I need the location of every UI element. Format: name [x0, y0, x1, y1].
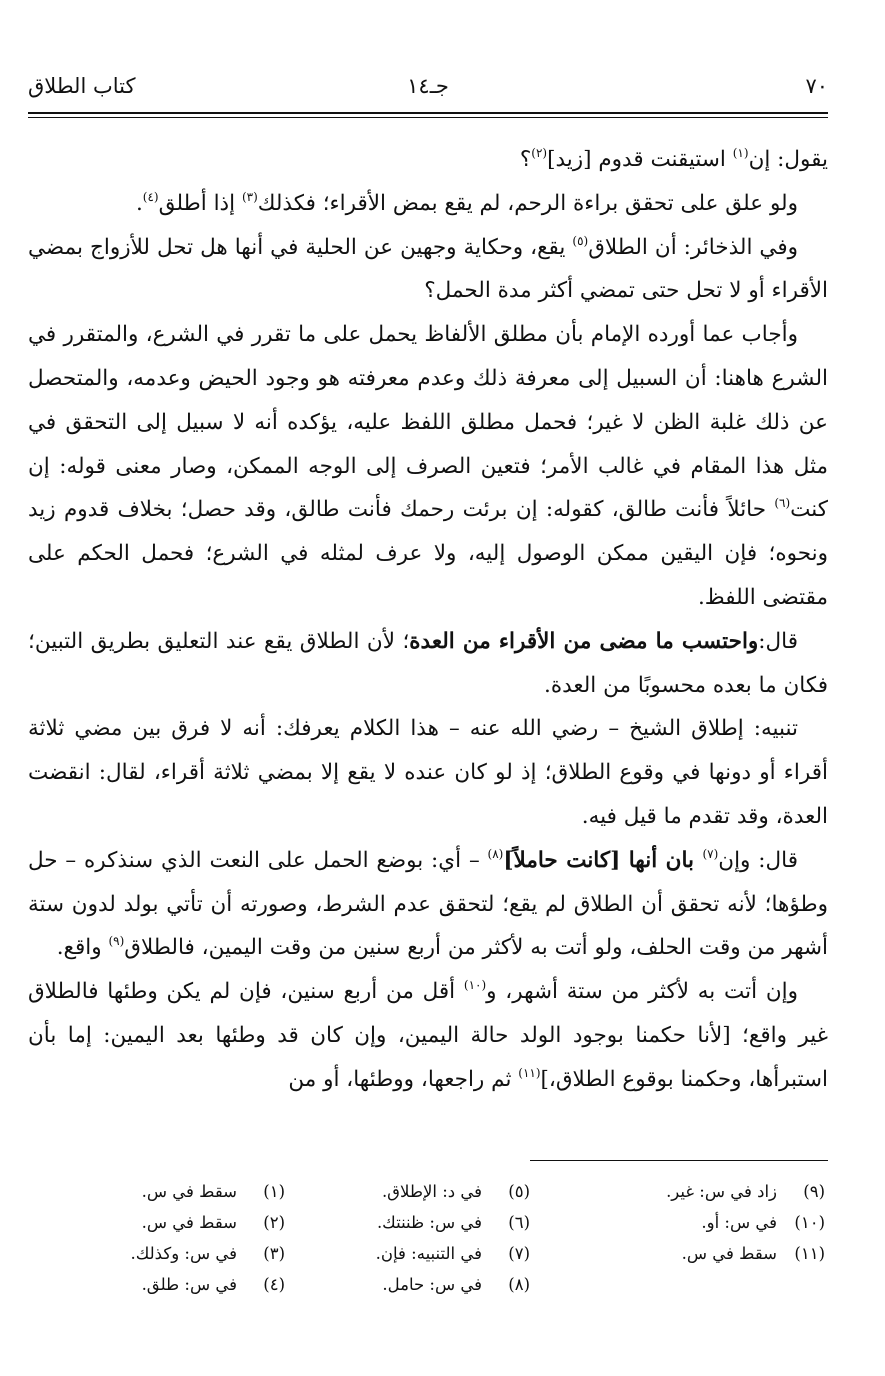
paragraph: وإن أتت به لأكثر من ستة أشهر، و$^{(١٠)}$ أقل من أربع سنين، فإن لم يكن وطئها فالطلاق غير واقع؛ [لأنا حكمنا بوجود الولد حالة اليمين، وإن كان قد وطئها بعد اليمين: إما بأن استبرأها، وحكمنا بوقوع الطلاق،]$^{(١١)}$ ثم راجعها، ووطئها، أو من: [28, 978, 828, 1092]
book-title: كتاب الطلاق: [28, 74, 136, 98]
footnote: (٩)زاد في س: غير.: [666, 1182, 825, 1201]
footnote: (٥)في د: الإطلاق.: [381, 1182, 530, 1201]
footnote-separator: [530, 1160, 828, 1161]
footnote: (٣)في س: وكذلك.: [130, 1244, 285, 1263]
footnotes-column-1: [65, 1176, 285, 1300]
footnotes-column-3: [645, 1176, 825, 1269]
footnote-ref: (٥): [572, 233, 589, 248]
header-rule-thick: [28, 112, 828, 114]
page-number: ٧٠: [805, 74, 828, 98]
paragraph: قال:واحتسب ما مضى من الأقراء من العدة؛ لأن الطلاق يقع عند التعليق بطريق التبين؛ فكان ما بعده محسوبًا من العدة.: [28, 628, 828, 698]
header-rule-thin: [28, 117, 828, 118]
footnote-ref: (٣): [241, 189, 258, 204]
footnote: (٨)في س: حامل.: [382, 1275, 530, 1294]
volume-label: جـ١٤: [407, 74, 449, 98]
main-text: [28, 138, 828, 1102]
footnote-ref: (١١): [518, 1065, 541, 1080]
footnote-ref: (٢): [531, 146, 548, 160]
paragraph: ولو علق على تحقق براءة الرحم، لم يقع بمض الأقراء؛ فكذلك$^{(٣)}$ إذا أطلق$^{(٤)}$.: [135, 189, 798, 216]
footnote-ref: (٩): [108, 934, 125, 949]
footnote-ref: (٦): [774, 496, 791, 511]
footnote: (٤)في س: طلق.: [141, 1275, 285, 1294]
paragraph: وفي الذخائر: أن الطلاق$^{(٥)}$ يقع، وحكاية وجهين عن الحلية في أنها هل تحل للأزواج بمضي الأقراء أو لا تحل حتى تمضي أكثر مدة الحمل؟: [28, 233, 828, 304]
footnote: (٦)في س: ظننتك.: [376, 1213, 530, 1232]
paragraph: قال: وإن$^{(٧)}$ بان أنها [كانت حاملاً]$^{(٨)}$ – أي: بوضع الحمل على النعت الذي سنذكره – حل وطؤها؛ لأنه تحقق أن الطلاق لم يقع؛ لتحقق عدم الشرط، وصورته أن تأتي بولد لدون ستة أشهر من وقت الحلف، ولو أتت به لأكثر من أربع سنين من وقت اليمين، فالطلاق$^{(٩)}$ واقع.: [28, 846, 828, 961]
footnote: (٢)سقط في س.: [141, 1213, 285, 1232]
footnotes-column-2: [310, 1176, 530, 1300]
paragraph: وأجاب عما أورده الإمام بأن مطلق الألفاظ يحمل على ما تقرر في الشرع، والمتقرر في الشرع هاهنا: أن السبيل إلى معرفة ذلك وعدم معرفته هو وجود الحيض وعدمه، والمتحصل عن ذلك غلبة الظن لا غير؛ فحمل مطلق اللفظ عليه، يؤكده أنه لا سبيل إلى التحقق في مثل هذا المقام في غالب الأمر؛ فتعين الصرف إلى الوجه الممكن، وصار معنى قوله: إن كنت$^{(٦)}$ حائلاً فأنت طالق، كقوله: إن برئت رحمك فأنت طالق، وقد حصل؛ بخلاف قدوم زيد ونحوه؛ فإن اليقين ممكن الوصول إليه، ولا عرف لمثله في الشرع؛ فحمل الحكم على مقتضى اللفظ.: [28, 322, 828, 610]
matn-text: واحتسب ما مضى من الأقراء من العدة: [409, 628, 759, 654]
footnote-ref: (١٠): [463, 978, 487, 993]
footnote: (١)سقط في س.: [141, 1182, 285, 1201]
footnote-ref: (٧): [702, 846, 719, 861]
page-header: [28, 74, 828, 108]
footnote: (٧)في التنبيه: فإن.: [375, 1244, 530, 1263]
paragraph: تنبيه: إطلاق الشيخ – رضي الله عنه – هذا الكلام يعرفك: أنه لا فرق بين مضي ثلاثة أقراء أو دونها في وقوع الطلاق؛ إذ لو كان عنده لا يقع إلا بمضي ثلاثة أقراء، لقال: انقضت العدة، وقد تقدم ما قيل فيه.: [28, 716, 828, 829]
footnote-ref: (٨): [487, 846, 504, 861]
footnote-ref: (١): [732, 146, 749, 160]
paragraph: يقول: إن$^{(١)}$ استيقنت قدوم [زيد]$^{(٢)}$؟: [519, 146, 828, 172]
footnote: (١٠)في س: أو.: [701, 1213, 825, 1232]
footnote-ref: (٤): [142, 189, 159, 204]
matn-text: بان أنها [كانت حاملاً]: [503, 847, 703, 873]
footnote: (١١)سقط في س.: [681, 1244, 825, 1263]
